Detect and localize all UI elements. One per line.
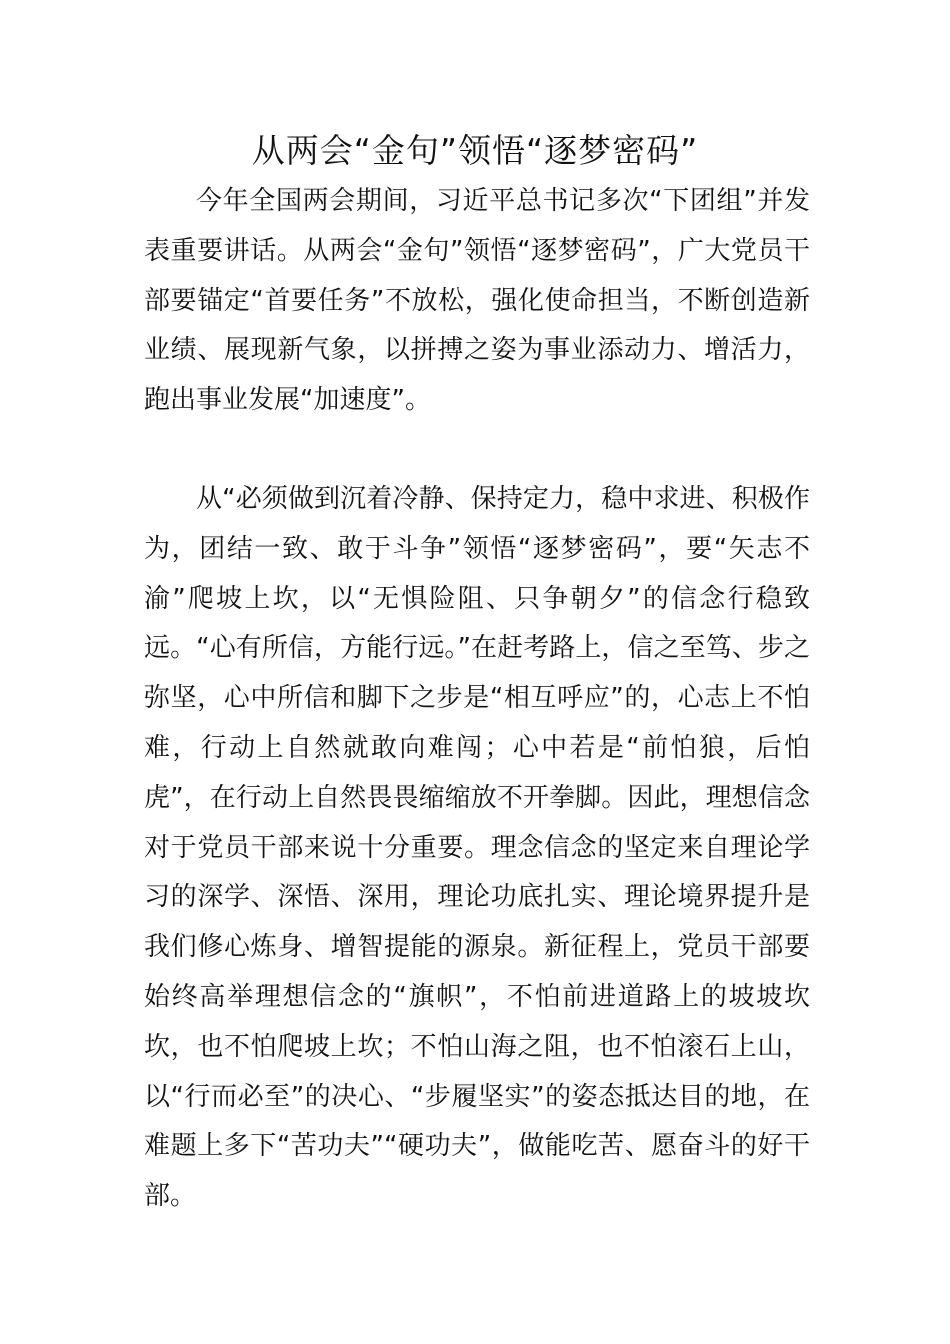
document-title: 从两会“金句”领悟“逐梦密码”: [251, 131, 699, 170]
paragraph-1: 今年全国两会期间，习近平总书记多次“下团组”并发表重要讲话。从两会“金句”领悟“逐梦密码”，广大党员干部要锚定“首要任务”不放松，强化使命担当，不断创造新业绩、展现新气象，以拼搏之姿为事业添动力、增活力，跑出事业发展“加速度”。: [144, 186, 810, 416]
paragraph-2: 从“必须做到沉着冷静、保持定力，稳中求进、积极作为，团结一致、敢于斗争”领悟“逐梦密码”，要“矢志不渝”爬坡上坎，以“无惧险阻、只争朝夕”的信念行稳致远。“心有所信，方能行远。”在赶考路上，信之至笃、步之弥坚，心中所信和脚下之步是“相互呼应”的，心志上不怕难，行动上自然就敢向难闯；心中若是“前怕狼，后怕虎”，在行动上自然畏畏缩缩放不开拳脚。因此，理想信念对于党员干部来说十分重要。理念信念的坚定来自理论学习的深学、深悟、深用，理论功底扎实、理论境界提升是我们修心炼身、增智提能的源泉。新征程上，党员干部要始终高举理想信念的“旗帜”，不怕前进道路上的坡坡坎坎，也不怕爬坡上坎；不怕山海之阻，也不怕滚石上山，以“行而必至”的决心、“步履坚实”的姿态抵达目的地，在难题上多下“苦功夫”“硬功夫”，做能吃苦、愿奋斗的好干部。: [144, 484, 810, 1212]
